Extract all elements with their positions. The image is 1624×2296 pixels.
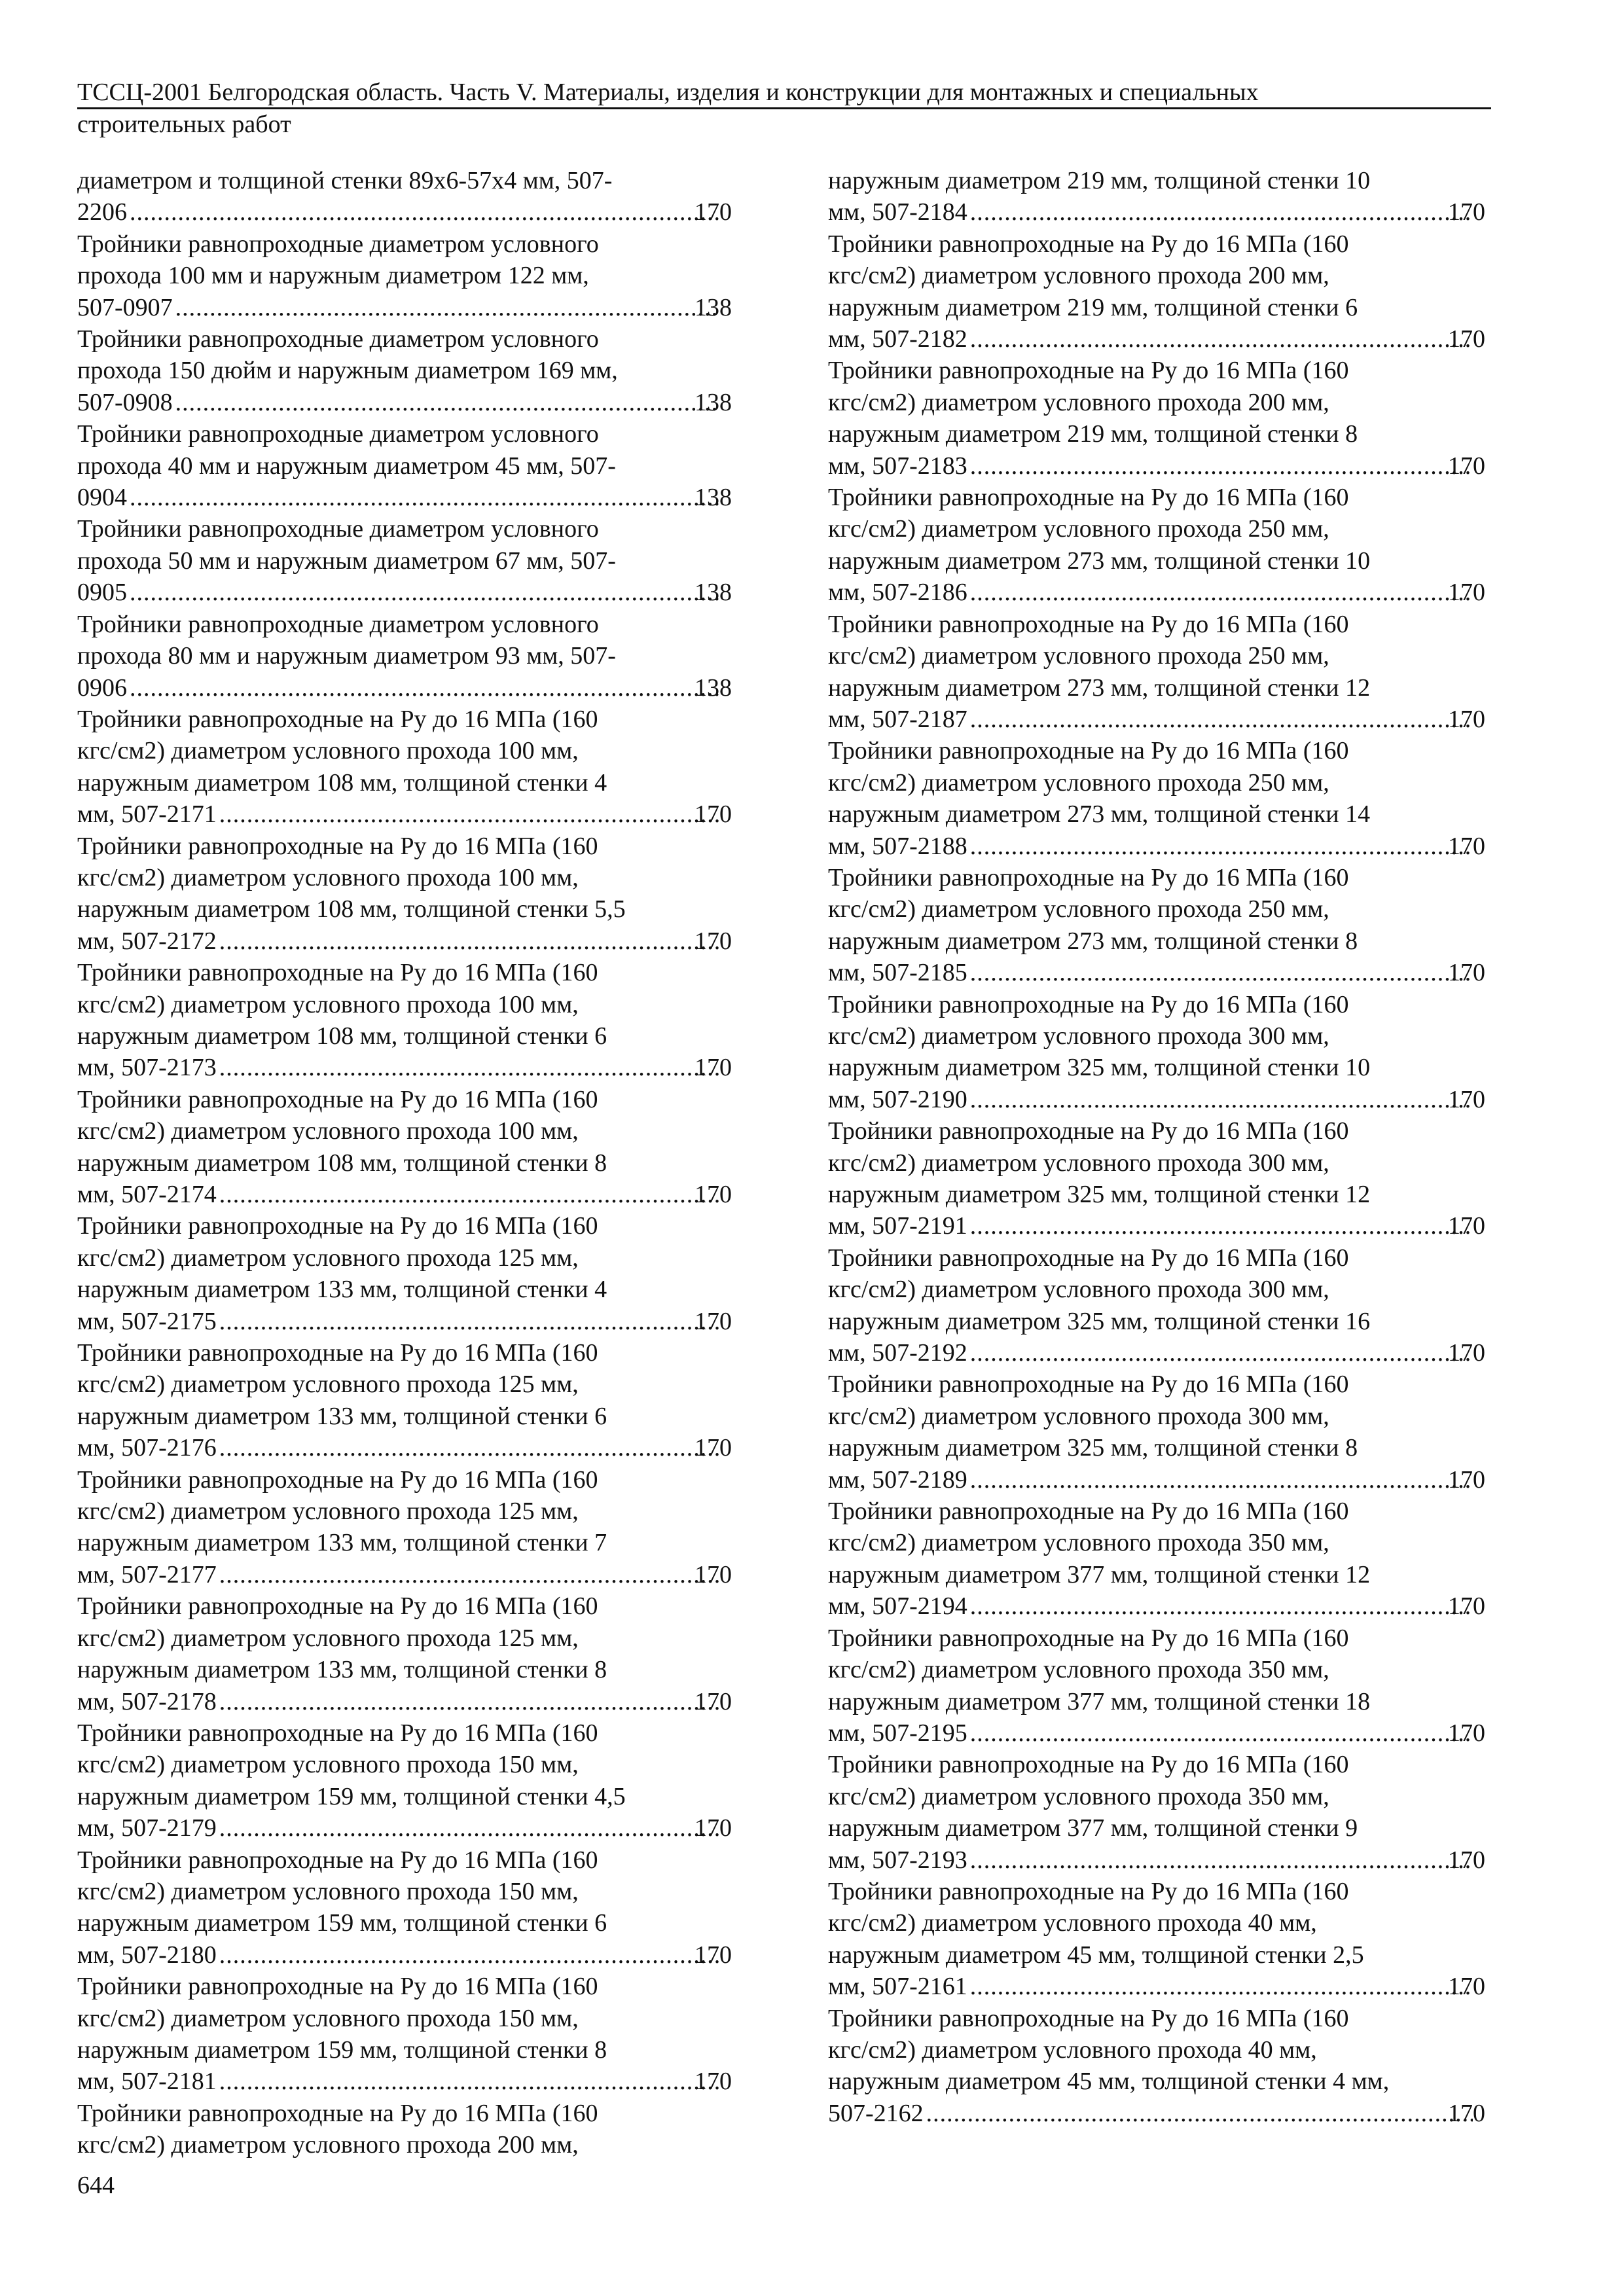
index-column-right — [828, 165, 1485, 2129]
entry-code: мм, 507-2189 — [828, 1465, 967, 1494]
entry-text-line: наружным диаметром 219 мм, толщиной стенки 6 — [828, 293, 1358, 321]
index-entry — [828, 1115, 1485, 1242]
entry-text-line: наружным диаметром 273 мм, толщиной стенки 10 — [828, 547, 1371, 575]
entry-text-line: Тройники равнопроходные на Ру до 16 МПа (160 — [77, 1973, 598, 2001]
index-entry — [77, 418, 732, 513]
entry-code-row — [77, 292, 732, 323]
index-entry — [828, 735, 1485, 862]
entry-text-line: кгс/см2) диаметром условного прохода 150 мм, — [77, 2004, 579, 2032]
index-entry — [828, 989, 1485, 1116]
entry-text-line: кгс/см2) диаметром условного прохода 125 мм, — [77, 1624, 579, 1652]
entry-code-row — [828, 831, 1485, 862]
entry-text-line: кгс/см2) диаметром условного прохода 125 мм, — [77, 1244, 579, 1272]
entry-text-line: Тройники равнопроходные на Ру до 16 МПа (160 — [77, 959, 598, 987]
index-entry — [77, 1844, 732, 1971]
entry-text-line: кгс/см2) диаметром условного прохода 350 мм, — [828, 1782, 1329, 1810]
entry-text-line: Тройники равнопроходные на Ру до 16 МПа (160 — [77, 1465, 598, 1494]
index-entry — [828, 1496, 1485, 1623]
entry-code: мм, 507-2181 — [77, 2068, 217, 2096]
entry-code: мм, 507-2182 — [828, 325, 967, 353]
entry-code-row — [77, 672, 732, 704]
entry-text-line: Тройники равнопроходные на Ру до 16 МПа (160 — [828, 1877, 1349, 1905]
dot-leader — [219, 1559, 719, 1590]
entry-code: мм, 507-2194 — [828, 1592, 967, 1621]
entry-code-row — [828, 957, 1485, 988]
entry-code: 0905 — [77, 579, 127, 607]
entry-text-line: Тройники равнопроходные на Ру до 16 МПа (160 — [828, 1751, 1349, 1779]
entry-code: 507-0908 — [77, 388, 173, 416]
entry-page-ref: 170 — [695, 1307, 732, 1335]
entry-code: 0904 — [77, 484, 127, 512]
entry-text-line: наружным диаметром 133 мм, толщиной стенки 6 — [77, 1402, 607, 1430]
index-entry — [77, 609, 732, 704]
dot-leader — [970, 704, 1473, 735]
index-entry — [77, 1084, 732, 1211]
entry-text-line: наружным диаметром 377 мм, толщиной стенки 12 — [828, 1560, 1371, 1588]
entry-code-row — [77, 1179, 732, 1210]
entry-text-line: кгс/см2) диаметром условного прохода 125 мм, — [77, 1371, 579, 1399]
entry-page-ref: 138 — [695, 579, 732, 607]
header-title-continuation: строительных работ — [77, 111, 291, 138]
dot-leader — [970, 831, 1473, 862]
dot-leader — [219, 1939, 719, 1971]
entry-page-ref: 170 — [695, 1941, 732, 1969]
dot-leader — [970, 323, 1473, 355]
entry-text-line: наружным диаметром 325 мм, толщиной стенки 8 — [828, 1434, 1358, 1462]
entry-text-line: кгс/см2) диаметром условного прохода 300 мм, — [828, 1149, 1329, 1177]
entry-text-line: наружным диаметром 45 мм, толщиной стенки 4 мм, — [828, 2068, 1390, 2096]
entry-text-line: кгс/см2) диаметром условного прохода 150 мм, — [77, 1877, 579, 1905]
entry-code: мм, 507-2190 — [828, 1085, 967, 1113]
entry-code-row — [828, 1971, 1485, 2002]
entry-text-line: Тройники равнопроходные на Ру до 16 МПа (160 — [77, 1719, 598, 1747]
index-entry — [77, 228, 732, 323]
entry-code-row — [77, 1306, 732, 1337]
entry-code: мм, 507-2193 — [828, 1846, 967, 1874]
entry-text-line: Тройники равнопроходные на Ру до 16 МПа (160 — [828, 863, 1349, 891]
entry-text-line: Тройники равнопроходные на Ру до 16 МПа (160 — [828, 990, 1349, 1018]
entry-text-line: прохода 80 мм и наружным диаметром 93 мм, 507- — [77, 642, 616, 670]
entry-page-ref: 138 — [695, 388, 732, 416]
index-entry — [828, 165, 1485, 228]
entry-text-line: Тройники равнопроходные на Ру до 16 МПа (160 — [828, 1117, 1349, 1145]
entry-text-line: Тройники равнопроходные на Ру до 16 МПа (160 — [828, 1498, 1349, 1526]
entry-text-line: наружным диаметром 273 мм, толщиной стенки 12 — [828, 673, 1371, 702]
entry-text-line: Тройники равнопроходные на Ру до 16 МПа (160 — [77, 1339, 598, 1367]
entry-code-row — [828, 1084, 1485, 1115]
entry-code-row — [828, 1210, 1485, 1242]
index-entry — [77, 1590, 732, 1717]
entry-text-line: кгс/см2) диаметром условного прохода 250 мм, — [828, 642, 1329, 670]
dot-leader — [175, 292, 719, 323]
entry-code-row — [828, 196, 1485, 228]
entry-text-line: наружным диаметром 325 мм, толщиной стенки 12 — [828, 1181, 1371, 1208]
entry-code: мм, 507-2184 — [828, 198, 967, 226]
entry-code: мм, 507-2187 — [828, 705, 967, 733]
entry-page-ref: 170 — [695, 1434, 732, 1462]
dot-leader — [219, 1432, 719, 1463]
index-entry — [77, 165, 732, 228]
entry-text-line: кгс/см2) диаметром условного прохода 200 мм, — [828, 262, 1329, 290]
entry-code-row — [77, 1559, 732, 1590]
entry-text-line: наружным диаметром 219 мм, толщиной стенки 8 — [828, 420, 1358, 448]
entry-text-line: наружным диаметром 325 мм, толщиной стенки 16 — [828, 1307, 1371, 1335]
entry-text-line: наружным диаметром 133 мм, толщиной стенки 4 — [77, 1276, 607, 1304]
dot-leader — [970, 957, 1473, 988]
dot-leader — [219, 925, 719, 957]
entry-code: мм, 507-2192 — [828, 1339, 967, 1367]
entry-code: 0906 — [77, 673, 127, 702]
dot-leader — [130, 672, 719, 704]
index-entry — [77, 831, 732, 958]
entry-text-line: кгс/см2) диаметром условного прохода 100 мм, — [77, 863, 579, 891]
entry-page-ref: 170 — [695, 800, 732, 829]
dot-leader — [130, 196, 719, 228]
index-entry — [77, 1717, 732, 1844]
entry-text-line: наружным диаметром 273 мм, толщиной стенки 8 — [828, 927, 1358, 955]
dot-leader — [970, 577, 1473, 608]
entry-code: мм, 507-2173 — [77, 1054, 217, 1082]
dot-leader — [970, 1590, 1473, 1622]
entry-page-ref: 170 — [695, 927, 732, 955]
entry-code-row — [828, 1464, 1485, 1496]
entry-text-line: Тройники равнопроходные на Ру до 16 МПа (160 — [77, 1592, 598, 1621]
entry-text-line: наружным диаметром 273 мм, толщиной стенки 14 — [828, 800, 1371, 829]
index-entry — [77, 1210, 732, 1337]
entry-text-line: кгс/см2) диаметром условного прохода 100 мм, — [77, 1117, 579, 1145]
index-entry — [77, 957, 732, 1084]
entry-text-line: наружным диаметром 45 мм, толщиной стенки 2,5 — [828, 1941, 1364, 1969]
entry-code-row — [828, 2098, 1485, 2129]
entry-text-line: кгс/см2) диаметром условного прохода 40 мм, — [828, 2036, 1317, 2064]
entry-code-row — [77, 1432, 732, 1463]
entry-page-ref: 170 — [695, 2068, 732, 2096]
entry-text-line: кгс/см2) диаметром условного прохода 250 мм, — [828, 515, 1329, 543]
entry-code: мм, 507-2179 — [77, 1814, 217, 1842]
entry-text-line: Тройники равнопроходные на Ру до 16 МПа (160 — [77, 1846, 598, 1874]
dot-leader — [970, 450, 1473, 482]
entry-text-line: Тройники равнопроходные на Ру до 16 МПа (160 — [77, 2099, 598, 2127]
entry-text-line: кгс/см2) диаметром условного прохода 250 мм, — [828, 768, 1329, 797]
entry-text-line: Тройники равнопроходные на Ру до 16 МПа (160 — [828, 610, 1349, 638]
entry-page-ref: 170 — [1448, 1592, 1485, 1621]
entry-text-line: Тройники равнопроходные на Ру до 16 МПа (160 — [828, 1371, 1349, 1399]
entry-text-line: Тройники равнопроходные на Ру до 16 МПа (160 — [828, 230, 1349, 258]
entry-code-row — [828, 1717, 1485, 1749]
entry-text-line: кгс/см2) диаметром условного прохода 100 мм, — [77, 990, 579, 1018]
entry-text-line: Тройники равнопроходные диаметром условного — [77, 230, 599, 258]
index-entry — [828, 1623, 1485, 1749]
entry-code-row — [77, 798, 732, 830]
dot-leader — [926, 2098, 1473, 2129]
entry-code: мм, 507-2171 — [77, 800, 217, 829]
entry-text-line: кгс/см2) диаметром условного прохода 350 мм, — [828, 1529, 1329, 1557]
entry-text-line: кгс/см2) диаметром условного прохода 200 мм, — [77, 2131, 579, 2159]
dot-leader — [175, 387, 719, 418]
entry-page-ref: 170 — [1448, 198, 1485, 226]
index-column-left — [77, 165, 732, 2161]
running-header — [77, 77, 1491, 139]
entry-text-line: прохода 50 мм и наружным диаметром 67 мм, 507- — [77, 547, 616, 575]
entry-code-row — [828, 577, 1485, 608]
entry-page-ref: 170 — [1448, 579, 1485, 607]
entry-code: мм, 507-2174 — [77, 1181, 217, 1208]
index-entry — [828, 609, 1485, 736]
entry-text-line: Тройники равнопроходные на Ру до 16 МПа (160 — [77, 832, 598, 860]
entry-page-ref: 170 — [1448, 2099, 1485, 2127]
entry-code-row — [77, 1812, 732, 1844]
entry-text-line: наружным диаметром 377 мм, толщиной стенки 9 — [828, 1814, 1358, 1842]
dot-leader — [219, 1306, 719, 1337]
entry-code-row — [77, 925, 732, 957]
index-entry — [828, 482, 1485, 609]
index-entry — [77, 1337, 732, 1464]
entry-text-line: наружным диаметром 108 мм, толщиной стенки 8 — [77, 1149, 607, 1177]
entry-code-row — [77, 577, 732, 608]
entry-code: мм, 507-2180 — [77, 1941, 217, 1969]
entry-text-line: кгс/см2) диаметром условного прохода 300 мм, — [828, 1402, 1329, 1430]
dot-leader — [219, 2066, 719, 2097]
dot-leader — [970, 1717, 1473, 1749]
entry-text-line: наружным диаметром 377 мм, толщиной стенки 18 — [828, 1687, 1371, 1715]
entry-page-ref: 170 — [695, 1560, 732, 1588]
entry-text-line: Тройники равнопроходные диаметром условного — [77, 515, 599, 543]
dot-leader — [219, 1686, 719, 1717]
entry-code-row — [828, 1844, 1485, 1876]
entry-text-line: Тройники равнопроходные на Ру до 16 МПа (160 — [828, 2004, 1349, 2032]
index-entry — [77, 323, 732, 418]
entry-code-row — [77, 1052, 732, 1083]
entry-code: мм, 507-2195 — [828, 1719, 967, 1747]
entry-page-ref: 170 — [1448, 325, 1485, 353]
entry-text-line: прохода 100 мм и наружным диаметром 122 мм, — [77, 262, 589, 290]
entry-page-ref: 170 — [695, 198, 732, 226]
dot-leader — [970, 1337, 1473, 1369]
dot-leader — [970, 1971, 1473, 2002]
entry-text-line: Тройники равнопроходные на Ру до 16 МПа (160 — [828, 737, 1349, 765]
entry-code-row — [77, 1686, 732, 1717]
entry-text-line: наружным диаметром 133 мм, толщиной стенки 7 — [77, 1529, 607, 1557]
entry-page-ref: 170 — [1448, 1719, 1485, 1747]
dot-leader — [219, 1052, 719, 1083]
entry-code-row — [828, 704, 1485, 735]
entry-page-ref: 170 — [1448, 452, 1485, 480]
index-entry — [77, 2098, 732, 2161]
entry-text-line: кгс/см2) диаметром условного прохода 150 мм, — [77, 1751, 579, 1779]
index-entry — [77, 1464, 732, 1591]
entry-page-ref: 138 — [695, 673, 732, 702]
entry-page-ref: 170 — [1448, 1339, 1485, 1367]
entry-code-row — [77, 196, 732, 228]
index-entry — [828, 1749, 1485, 1876]
entry-page-ref: 170 — [1448, 1212, 1485, 1240]
index-entry — [828, 1369, 1485, 1496]
entry-code: мм, 507-2186 — [828, 579, 967, 607]
dot-leader — [970, 1844, 1473, 1876]
entry-page-ref: 138 — [695, 484, 732, 512]
entry-code: мм, 507-2178 — [77, 1687, 217, 1715]
entry-page-ref: 170 — [1448, 959, 1485, 987]
index-entry — [828, 1876, 1485, 2003]
entry-page-ref: 170 — [1448, 1465, 1485, 1494]
entry-code: 507-2162 — [828, 2099, 924, 2127]
entry-text-line: наружным диаметром 159 мм, толщиной стенки 6 — [77, 1909, 607, 1937]
entry-page-ref: 170 — [1448, 1085, 1485, 1113]
entry-text-line: кгс/см2) диаметром условного прохода 250 мм, — [828, 895, 1329, 924]
entry-text-line: Тройники равнопроходные на Ру до 16 МПа (160 — [77, 705, 598, 733]
entry-text-line: Тройники равнопроходные диаметром условного — [77, 610, 599, 638]
entry-page-ref: 170 — [1448, 1973, 1485, 2001]
entry-text-line: Тройники равнопроходные на Ру до 16 МПа (160 — [828, 484, 1349, 512]
entry-text-line: наружным диаметром 219 мм, толщиной стенки 10 — [828, 167, 1371, 194]
dot-leader — [130, 577, 719, 608]
entry-text-line: Тройники равнопроходные на Ру до 16 МПа (160 — [77, 1085, 598, 1113]
entry-code-row — [77, 482, 732, 513]
dot-leader — [970, 1210, 1473, 1242]
entry-text-line: кгс/см2) диаметром условного прохода 125 мм, — [77, 1498, 579, 1526]
entry-code: мм, 507-2175 — [77, 1307, 217, 1335]
entry-page-ref: 170 — [695, 1181, 732, 1208]
dot-leader — [219, 798, 719, 830]
entry-text-line: Тройники равнопроходные диаметром условного — [77, 420, 599, 448]
entry-text-line: Тройники равнопроходные на Ру до 16 МПа (160 — [828, 357, 1349, 385]
entry-code-row — [828, 450, 1485, 482]
entry-text-line: кгс/см2) диаметром условного прохода 350 мм, — [828, 1656, 1329, 1684]
entry-code: мм, 507-2191 — [828, 1212, 967, 1240]
entry-text-line: Тройники равнопроходные на Ру до 16 МПа (160 — [77, 1212, 598, 1240]
entry-code: мм, 507-2176 — [77, 1434, 217, 1462]
entry-text-line: Тройники равнопроходные диаметром условного — [77, 325, 599, 353]
dot-leader — [970, 1084, 1473, 1115]
entry-code-row — [828, 1337, 1485, 1369]
index-entry — [828, 862, 1485, 989]
entry-text-line: Тройники равнопроходные на Ру до 16 МПа (160 — [828, 1624, 1349, 1652]
entry-code-row — [828, 1590, 1485, 1622]
page-number: 644 — [77, 2172, 115, 2199]
entry-text-line: наружным диаметром 159 мм, толщиной стенки 8 — [77, 2036, 607, 2064]
entry-text-line: диаметром и толщиной стенки 89х6-57х4 мм, 507- — [77, 167, 613, 194]
index-entry — [828, 355, 1485, 482]
entry-code: мм, 507-2183 — [828, 452, 967, 480]
entry-page-ref: 170 — [695, 1687, 732, 1715]
entry-text-line: Тройники равнопроходные на Ру до 16 МПа (160 — [828, 1244, 1349, 1272]
entry-page-ref: 170 — [695, 1054, 732, 1082]
index-entry — [828, 1242, 1485, 1369]
entry-code-row — [77, 387, 732, 418]
entry-page-ref: 170 — [1448, 832, 1485, 860]
entry-text-line: прохода 40 мм и наружным диаметром 45 мм, 507- — [77, 452, 616, 480]
header-title-line: ТССЦ-2001 Белгородская область. Часть V. Материалы, изделия и конструкции для монтажных и специальных — [77, 77, 1491, 109]
index-entry — [77, 1971, 732, 2098]
entry-text-line: кгс/см2) диаметром условного прохода 300 мм, — [828, 1022, 1329, 1050]
entry-code: 507-0907 — [77, 293, 173, 321]
entry-code: мм, 507-2172 — [77, 927, 217, 955]
entry-text-line: наружным диаметром 133 мм, толщиной стенки 8 — [77, 1656, 607, 1684]
entry-code: 2206 — [77, 198, 127, 226]
entry-code-row — [77, 2066, 732, 2097]
index-entry — [77, 704, 732, 831]
dot-leader — [970, 1464, 1473, 1496]
entry-code: мм, 507-2161 — [828, 1973, 967, 2001]
entry-text-line: прохода 150 дюйм и наружным диаметром 169 мм, — [77, 357, 618, 385]
entry-text-line: кгс/см2) диаметром условного прохода 100 мм, — [77, 737, 579, 765]
entry-text-line: наружным диаметром 108 мм, толщиной стенки 5,5 — [77, 895, 626, 924]
entry-code: мм, 507-2177 — [77, 1560, 217, 1588]
entry-text-line: наружным диаметром 108 мм, толщиной стенки 6 — [77, 1022, 607, 1050]
dot-leader — [219, 1179, 719, 1210]
entry-code: мм, 507-2185 — [828, 959, 967, 987]
entry-text-line: кгс/см2) диаметром условного прохода 40 мм, — [828, 1909, 1317, 1937]
index-entry — [828, 2003, 1485, 2130]
entry-text-line: кгс/см2) диаметром условного прохода 300 мм, — [828, 1276, 1329, 1304]
index-entry — [828, 228, 1485, 355]
entry-page-ref: 138 — [695, 293, 732, 321]
entry-page-ref: 170 — [1448, 1846, 1485, 1874]
index-entry — [77, 513, 732, 608]
entry-code-row — [828, 323, 1485, 355]
dot-leader — [219, 1812, 719, 1844]
dot-leader — [130, 482, 719, 513]
entry-text-line: наружным диаметром 159 мм, толщиной стенки 4,5 — [77, 1782, 626, 1810]
dot-leader — [970, 196, 1473, 228]
entry-page-ref: 170 — [695, 1814, 732, 1842]
entry-code-row — [77, 1939, 732, 1971]
entry-code: мм, 507-2188 — [828, 832, 967, 860]
entry-text-line: наружным диаметром 108 мм, толщиной стенки 4 — [77, 768, 607, 797]
entry-text-line: наружным диаметром 325 мм, толщиной стенки 10 — [828, 1054, 1371, 1082]
entry-text-line: кгс/см2) диаметром условного прохода 200 мм, — [828, 388, 1329, 416]
entry-page-ref: 170 — [1448, 705, 1485, 733]
